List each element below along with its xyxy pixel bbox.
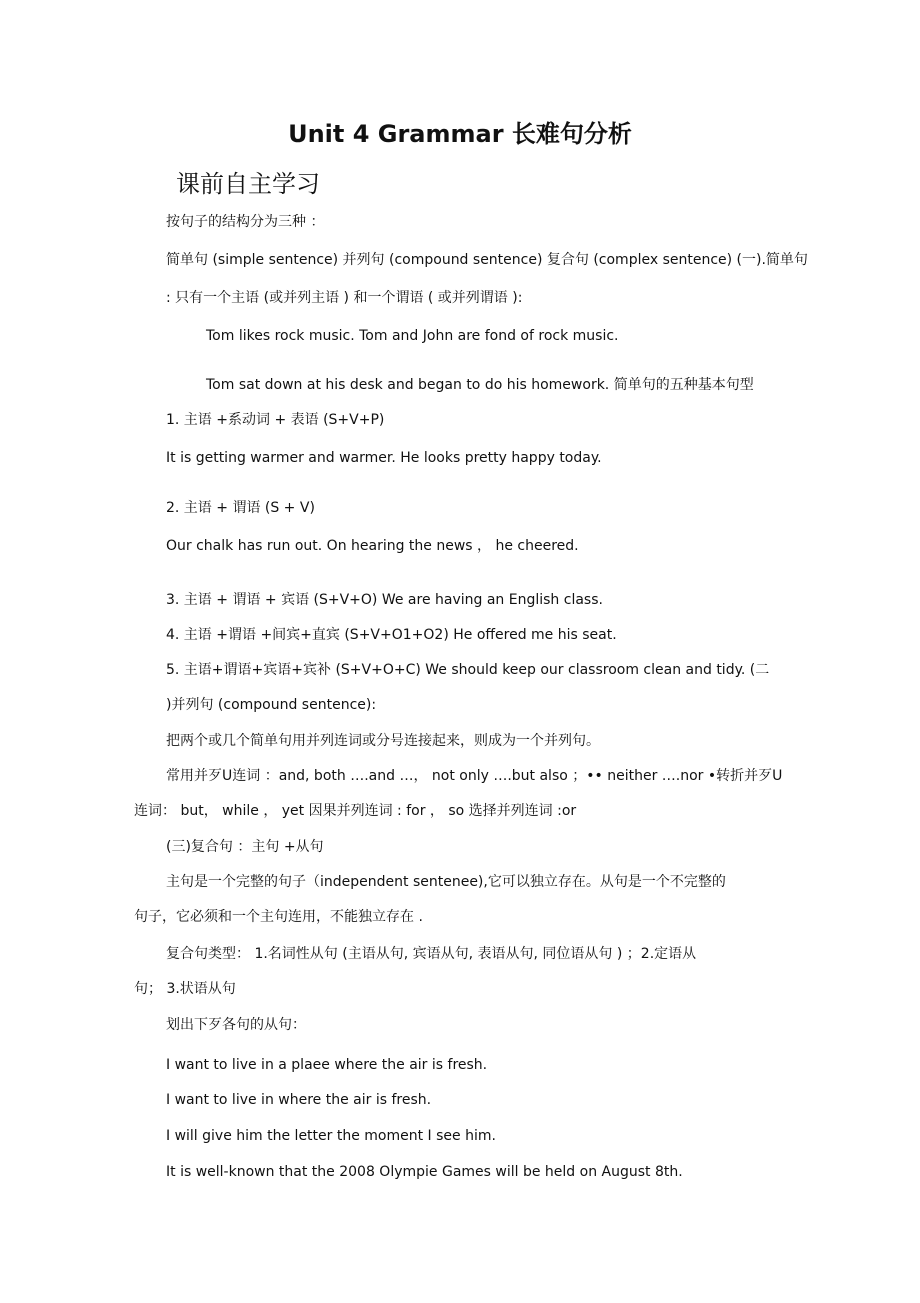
exercise-sentence: I want to live in where the air is fresh. [166,1092,432,1108]
text-line: 按句子的结构分为三种 ： [166,214,325,230]
text-line: 连词： but， while ， yet 因果并列连词 : for ， so 选择并列连词 :or [134,803,577,819]
exercise-sentence: It is well-known that the 2008 Olympie Games will be held on August 8th. [166,1164,683,1180]
text-line: 常用并歹U连词 ：and, both ….and …， not only ….but also ；•• neither ….nor •转折并歹U [166,768,783,784]
text-line: 简单句 (simple sentence) 并列句 (compound sentence) 复合句 (complex sentence) (一).简单句 [166,252,808,268]
text-line: 主句是一个完整的句子（independent sentenee),它可以独立存在。从句是一个不完整的 [166,874,726,890]
text-line: 句； 3.状语从句 [134,981,236,997]
pattern-item: 1. 主语 +系动词 + 表语 (S+V+P) [166,412,385,428]
text-line: 复合句类型： 1.名词性从句 (主语从句, 宾语从句, 表语从句, 同位语从句 ) ；2.定语从 [166,946,697,962]
pattern-item: 3. 主语 + 谓语 + 宾语 (S+V+O) We are having an English class. [166,592,603,608]
page-title: Unit 4 Grammar 长难句分析 [288,120,632,148]
text-line: 句子，它必须和一个主句连用，不能独立存在 . [134,909,423,925]
example-sentence: Tom likes rock music. Tom and John are fond of rock music. [206,328,619,344]
pattern-item: 4. 主语 +谓语 +间宾+直宾 (S+V+O1+O2) He offered me his seat. [166,627,617,643]
section-heading: 课前自主学习 [176,170,320,198]
text-line: : 只有一个主语 (或并列主语 ) 和一个谓语 ( 或并列谓语 ): [166,290,523,306]
text-line: 把两个或几个简单句用并列连词或分号连接起来，则成为一个并列句。 [166,733,600,749]
exercise-instruction: 划出下歹各句的从句： [166,1017,306,1033]
example-sentence: Our chalk has run out. On hearing the news ， he cheered. [166,538,579,554]
pattern-item: 2. 主语 + 谓语 (S + V) [166,500,315,516]
exercise-sentence: I want to live in a plaee where the air is fresh. [166,1057,488,1073]
pattern-item: 5. 主语+谓语+宾语+宾补 (S+V+O+C) We should keep our classroom clean and tidy. (二 [166,662,770,678]
example-sentence: It is getting warmer and warmer. He looks pretty happy today. [166,450,602,466]
example-sentence: Tom sat down at his desk and began to do his homework. 简单句的五种基本句型 [206,377,754,393]
text-line: (三)复合句 ：主句 +从句 [166,839,324,855]
text-line: )并列句 (compound sentence): [166,697,377,713]
exercise-sentence: I will give him the letter the moment I see him. [166,1128,496,1144]
